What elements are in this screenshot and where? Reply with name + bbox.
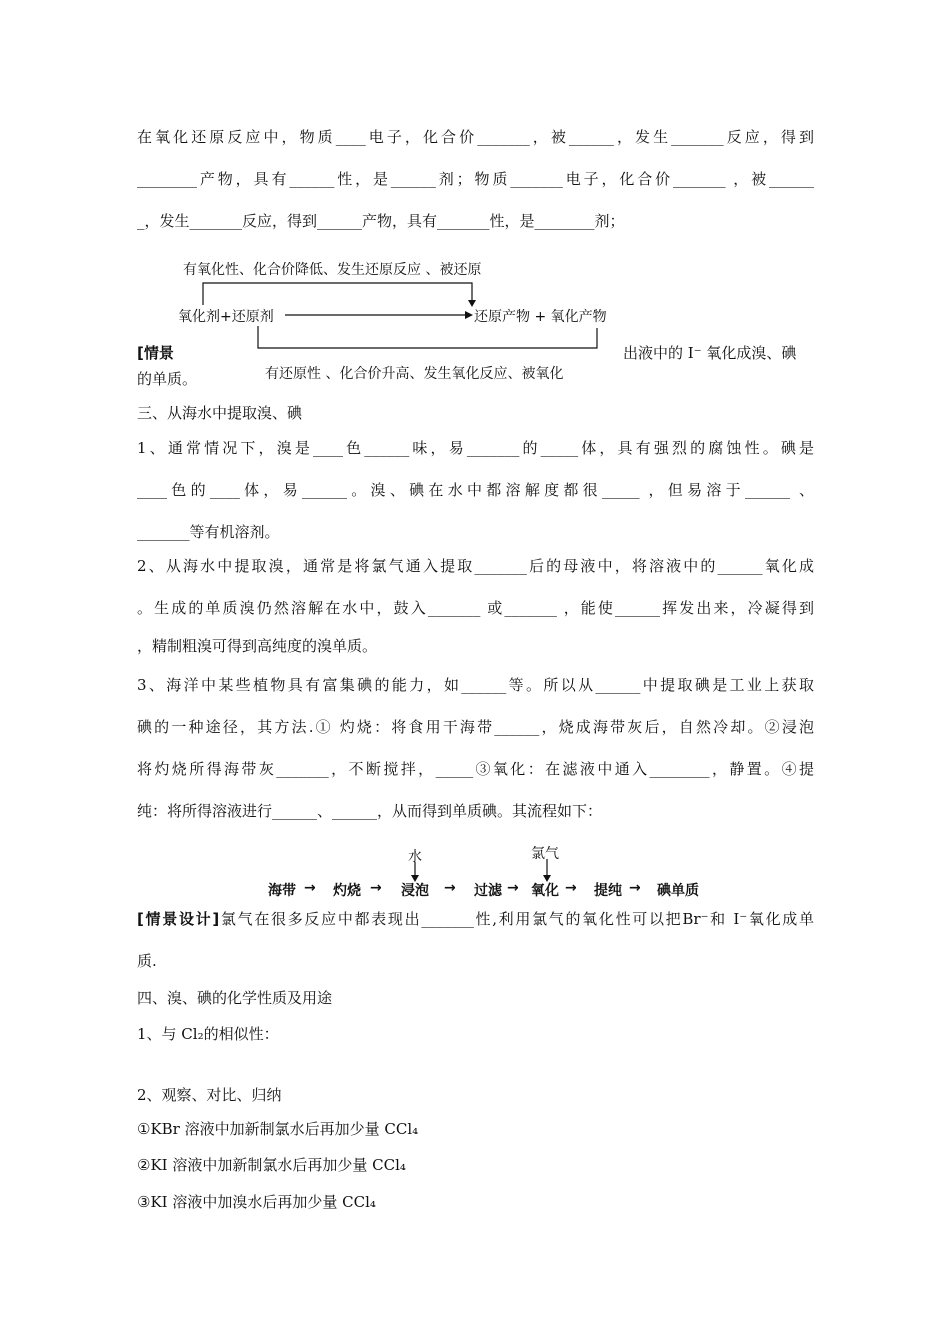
scenario-design-line1	[137, 909, 814, 929]
flow-arrow-3: →	[444, 880, 456, 896]
section3-p1-line1: 1、通常情况下，溴是____色______味，易_______的_____体，具有强烈的腐蚀性。碘是	[137, 439, 814, 457]
section4-item1: 1、与 Cl₂的相似性：	[137, 1025, 279, 1043]
flow-arrow-5: →	[565, 880, 577, 896]
section3-p3-line4: 纯：将所得溶液进行______、______，从而得到单质碘。其流程如下：	[137, 802, 603, 820]
flow-arrow-1: →	[304, 880, 316, 896]
section4-exp2: ②KI 溶液中加新制氯水后再加少量 CCl₄	[137, 1156, 406, 1174]
scenario-right-text: 出液中的 I⁻ 氧化成溴、碘	[623, 344, 797, 362]
section3-p2-line3: ，精制粗溴可得到高纯度的溴单质。	[137, 637, 378, 655]
flow-step-filter: 过滤	[474, 883, 502, 899]
section3-p3-line3: 将灼烧所得海带灰_______，不断搅拌，_____③氧化：在滤液中通入________，静置。④提	[137, 760, 814, 778]
redox-products-label: 还原产物 + 氧化产物	[474, 309, 607, 325]
section4-exp1: ①KBr 溶液中加新制氯水后再加少量 CCl₄	[137, 1120, 419, 1138]
flow-arrow-6: →	[629, 880, 641, 896]
flow-step-oxidize: 氧化	[531, 883, 559, 899]
flow-step-burn: 灼烧	[333, 883, 361, 899]
redox-paragraph-line-3: _，发生_______反应，得到______产物，具有_______性，是________剂；	[137, 212, 625, 230]
section4-item2: 2、观察、对比、归纳	[137, 1086, 282, 1104]
flow-arrow-2: →	[370, 880, 382, 896]
scenario-bold-prefix: [情景	[137, 344, 174, 362]
scenario-design-line2: 质.	[137, 952, 157, 970]
flow-step-purify: 提纯	[594, 883, 622, 899]
section3-heading: 三、从海水中提取溴、碘	[137, 404, 303, 422]
scenario-next-line: 的单质。	[137, 370, 198, 388]
flow-step-seaweed: 海带	[268, 883, 296, 899]
flow-step-iodine: 碘单质	[657, 883, 699, 899]
scenario-design-text: 氯气在很多反应中都表现出_______性,利用氯气的氧化性可以把Br⁻和 I⁻氧化成单	[219, 910, 814, 928]
redox-paragraph-line-1: 在氧化还原反应中，物质____电子，化合价_______，被______，发生_______反应，得到	[137, 128, 814, 146]
flow-step-soak: 浸泡	[401, 883, 429, 899]
section4-heading: 四、溴、碘的化学性质及用途	[137, 989, 333, 1007]
section3-p2-line2: 。生成的单质溴仍然溶解在水中，鼓入_______ 或_______ ，能使______挥发出来，冷凝得到	[137, 599, 814, 617]
section3-p3-line1: 3、海洋中某些植物具有富集碘的能力，如______等。所以从______中提取碘是工业上获取	[137, 676, 814, 694]
flow-chlorine-label: 氯气	[531, 846, 559, 862]
scenario-design-tag: [情景设计]	[137, 910, 220, 928]
redox-paragraph-line-2: ________产物，具有______性，是______剂；物质_______电子，化合价_______ ，被______	[137, 170, 814, 188]
redox-reactants-label: 氧化剂+还原剂	[178, 309, 274, 325]
flow-arrow-4: →	[507, 880, 519, 896]
redox-bottom-label: 有还原性 、化合价升高、发生氧化反应、被氧化	[265, 366, 564, 382]
redox-top-label: 有氧化性、化合价降低、发生还原反应 、被还原	[183, 262, 482, 278]
section3-p2-line1: 2、从海水中提取溴，通常是将氯气通入提取_______后的母液中，将溶液中的______氧化成	[137, 557, 814, 575]
section4-exp3: ③KI 溶液中加溴水后再加少量 CCl₄	[137, 1193, 376, 1211]
section3-p1-line2: ____色的____体，易______。溴、碘在水中都溶解度都很_____ ，但易溶于______ 、	[137, 481, 814, 499]
section3-p1-line3: _______等有机溶剂。	[137, 523, 280, 541]
flow-water-label: 水	[408, 849, 422, 865]
section3-p3-line2: 碘的一种途径，其方法.① 灼烧：将食用干海带______，烧成海带灰后，自然冷却。②浸泡	[137, 718, 814, 736]
